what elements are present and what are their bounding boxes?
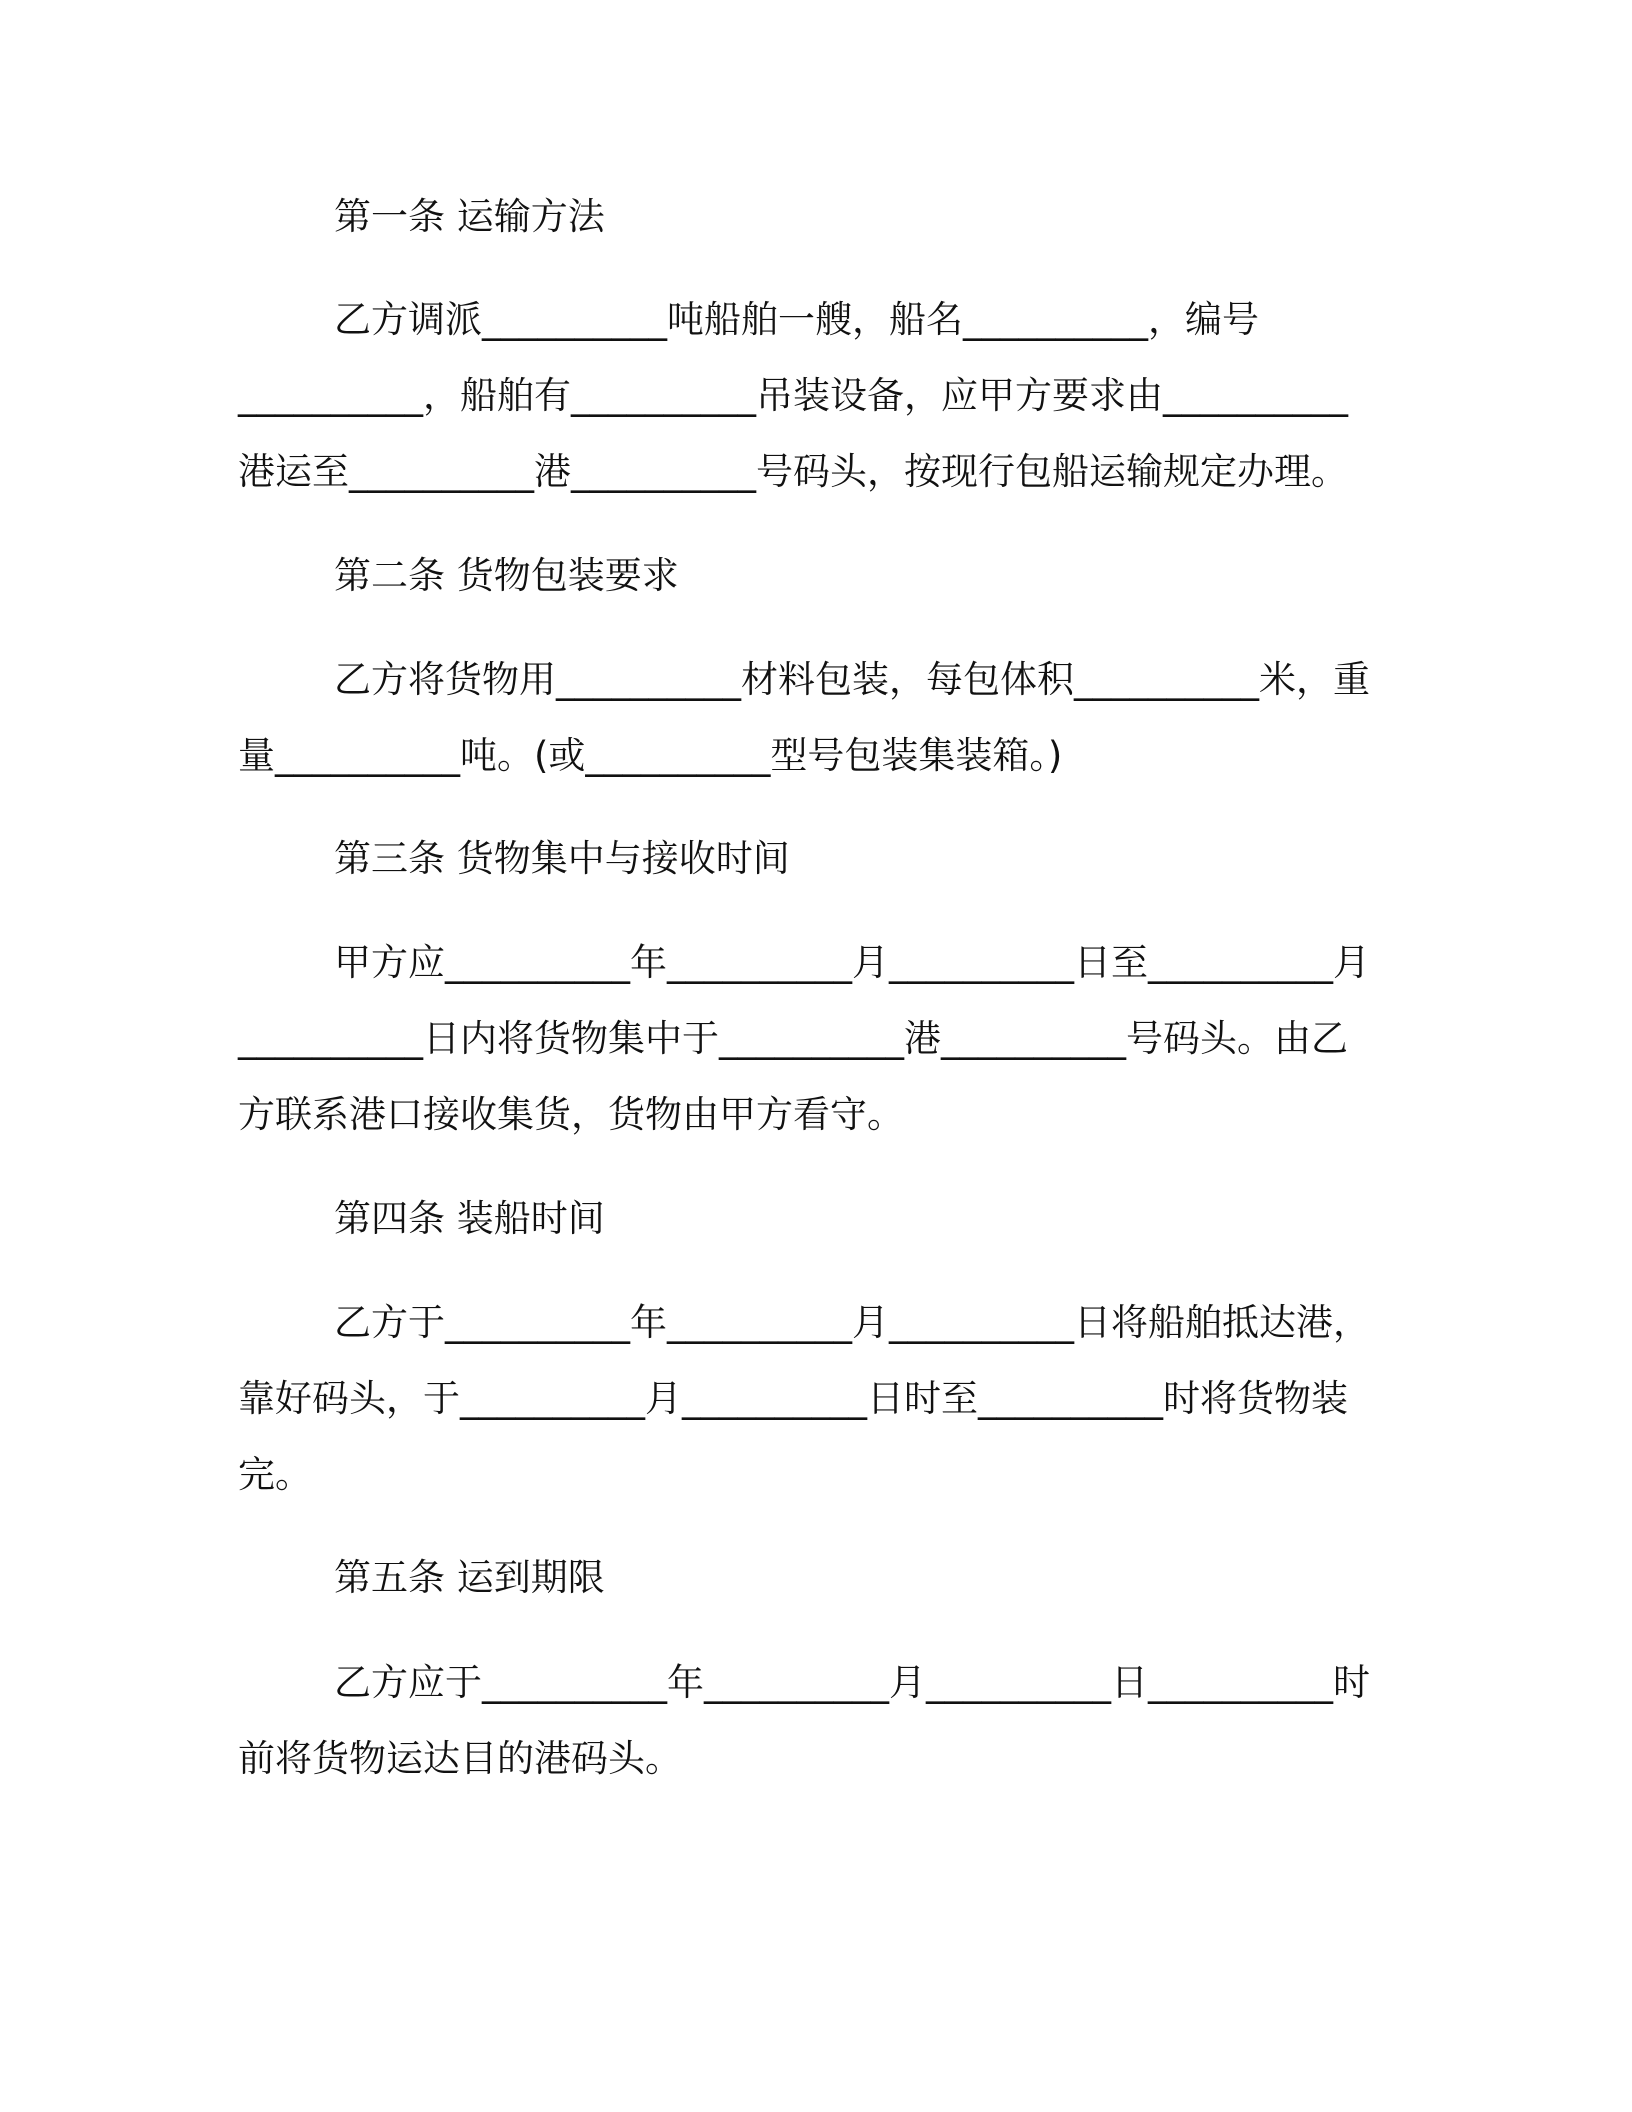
article-4-line-1: 乙方于__________年__________月__________日将船舶抵达港， xyxy=(334,1301,1370,1344)
article-3-line-1: 甲方应__________年__________月__________日至__________月 xyxy=(334,941,1370,984)
article-4-line-3: 完。 xyxy=(238,1453,312,1496)
article-4-heading: 第四条 装船时间 xyxy=(334,1197,605,1240)
article-3-line-2: __________日内将货物集中于__________港__________号码头。由乙 xyxy=(238,1017,1348,1060)
article-5-heading: 第五条 运到期限 xyxy=(334,1556,605,1599)
article-2-line-1: 乙方将货物用__________材料包装，每包体积__________米，重 xyxy=(334,658,1370,701)
article-5-line-2: 前将货物运达目的港码头。 xyxy=(238,1737,682,1780)
article-2-heading: 第二条 货物包装要求 xyxy=(334,554,679,597)
article-4-line-2: 靠好码头，于__________月__________日时至__________时将货物装 xyxy=(238,1377,1348,1420)
article-1-heading: 第一条 运输方法 xyxy=(334,195,605,238)
article-1-line-2: __________，船舶有__________吊装设备，应甲方要求由__________ xyxy=(238,374,1348,417)
article-1-line-1: 乙方调派__________吨船舶一艘，船名__________，编号 xyxy=(334,298,1259,341)
article-5-line-1: 乙方应于__________年__________月__________日__________时 xyxy=(334,1661,1370,1704)
article-2-line-2: 量__________吨。(或__________型号包装集装箱。) xyxy=(238,734,1063,777)
article-3-heading: 第三条 货物集中与接收时间 xyxy=(334,837,790,880)
article-1-line-3: 港运至__________港__________号码头，按现行包船运输规定办理。 xyxy=(238,450,1348,493)
article-3-line-3: 方联系港口接收集货，货物由甲方看守。 xyxy=(238,1093,904,1136)
